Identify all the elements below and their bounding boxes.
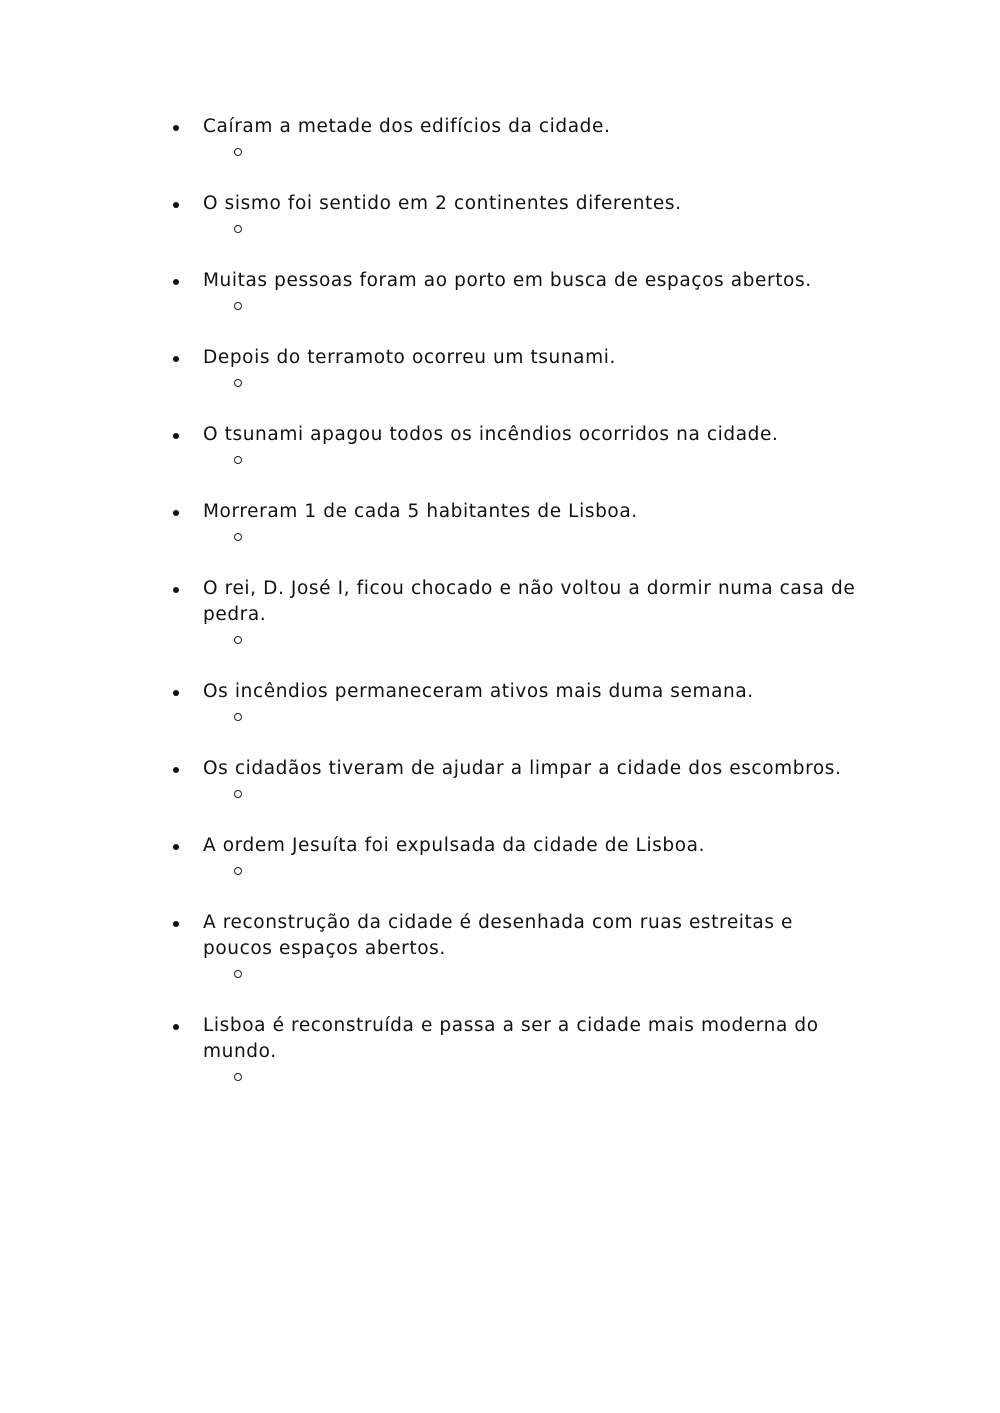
statement-text: O tsunami apagou todos os incêndios ocorridos na cidade. [203, 424, 779, 445]
statement-text: A ordem Jesuíta foi expulsada da cidade de Lisboa. [203, 835, 706, 856]
statement-item [170, 422, 870, 473]
answer-row [170, 705, 870, 730]
answer-circle-icon[interactable] [234, 456, 242, 464]
statement-item [170, 499, 870, 550]
bullet-icon [173, 279, 179, 285]
bullet-icon [173, 921, 179, 927]
bullet-icon [173, 510, 179, 516]
bullet-icon [173, 844, 179, 850]
answer-circle-icon[interactable] [234, 970, 242, 978]
statement-item [170, 576, 870, 653]
answer-row [170, 628, 870, 653]
statement-item [170, 1013, 870, 1090]
bullet-icon [173, 767, 179, 773]
answer-circle-icon[interactable] [234, 636, 242, 644]
statement-item [170, 268, 870, 319]
answer-row [170, 859, 870, 884]
answer-row [170, 1065, 870, 1090]
answer-circle-icon[interactable] [234, 867, 242, 875]
statement-text: Lisboa é reconstruída e passa a ser a cidade mais moderna do mundo. [203, 1015, 819, 1062]
answer-row [170, 371, 870, 396]
bullet-icon [173, 356, 179, 362]
answer-row [170, 217, 870, 242]
answer-row [170, 782, 870, 807]
statement-text: Caíram a metade dos edifícios da cidade. [203, 116, 611, 137]
bullet-icon [173, 433, 179, 439]
answer-circle-icon[interactable] [234, 302, 242, 310]
answer-row [170, 140, 870, 165]
statement-text: Muitas pessoas foram ao porto em busca de espaços abertos. [203, 270, 812, 291]
answer-row [170, 294, 870, 319]
statement-text: Depois do terramoto ocorreu um tsunami. [203, 347, 616, 368]
answer-row [170, 525, 870, 550]
bullet-icon [173, 202, 179, 208]
answer-row [170, 448, 870, 473]
bullet-icon [173, 690, 179, 696]
bullet-icon [173, 125, 179, 131]
answer-circle-icon[interactable] [234, 148, 242, 156]
answer-circle-icon[interactable] [234, 225, 242, 233]
statement-text: O sismo foi sentido em 2 continentes diferentes. [203, 193, 682, 214]
answer-circle-icon[interactable] [234, 379, 242, 387]
statement-item [170, 910, 870, 987]
answer-circle-icon[interactable] [234, 790, 242, 798]
statement-text: Morreram 1 de cada 5 habitantes de Lisboa. [203, 501, 638, 522]
answer-circle-icon[interactable] [234, 533, 242, 541]
bullet-icon [173, 1024, 179, 1030]
statement-text: A reconstrução da cidade é desenhada com ruas estreitas e poucos espaços abertos. [203, 912, 794, 959]
statement-item [170, 679, 870, 730]
statement-item [170, 833, 870, 884]
statement-text: O rei, D. José I, ficou chocado e não voltou a dormir numa casa de pedra. [203, 578, 856, 625]
answer-circle-icon[interactable] [234, 1073, 242, 1081]
statement-text: Os incêndios permaneceram ativos mais duma semana. [203, 681, 754, 702]
answer-circle-icon[interactable] [234, 713, 242, 721]
statement-text: Os cidadãos tiveram de ajudar a limpar a cidade dos escombros. [203, 758, 842, 779]
statement-item [170, 756, 870, 807]
statement-item [170, 191, 870, 242]
answer-row [170, 962, 870, 987]
statement-item [170, 114, 870, 165]
statement-list [170, 114, 870, 1116]
statement-item [170, 345, 870, 396]
bullet-icon [173, 587, 179, 593]
